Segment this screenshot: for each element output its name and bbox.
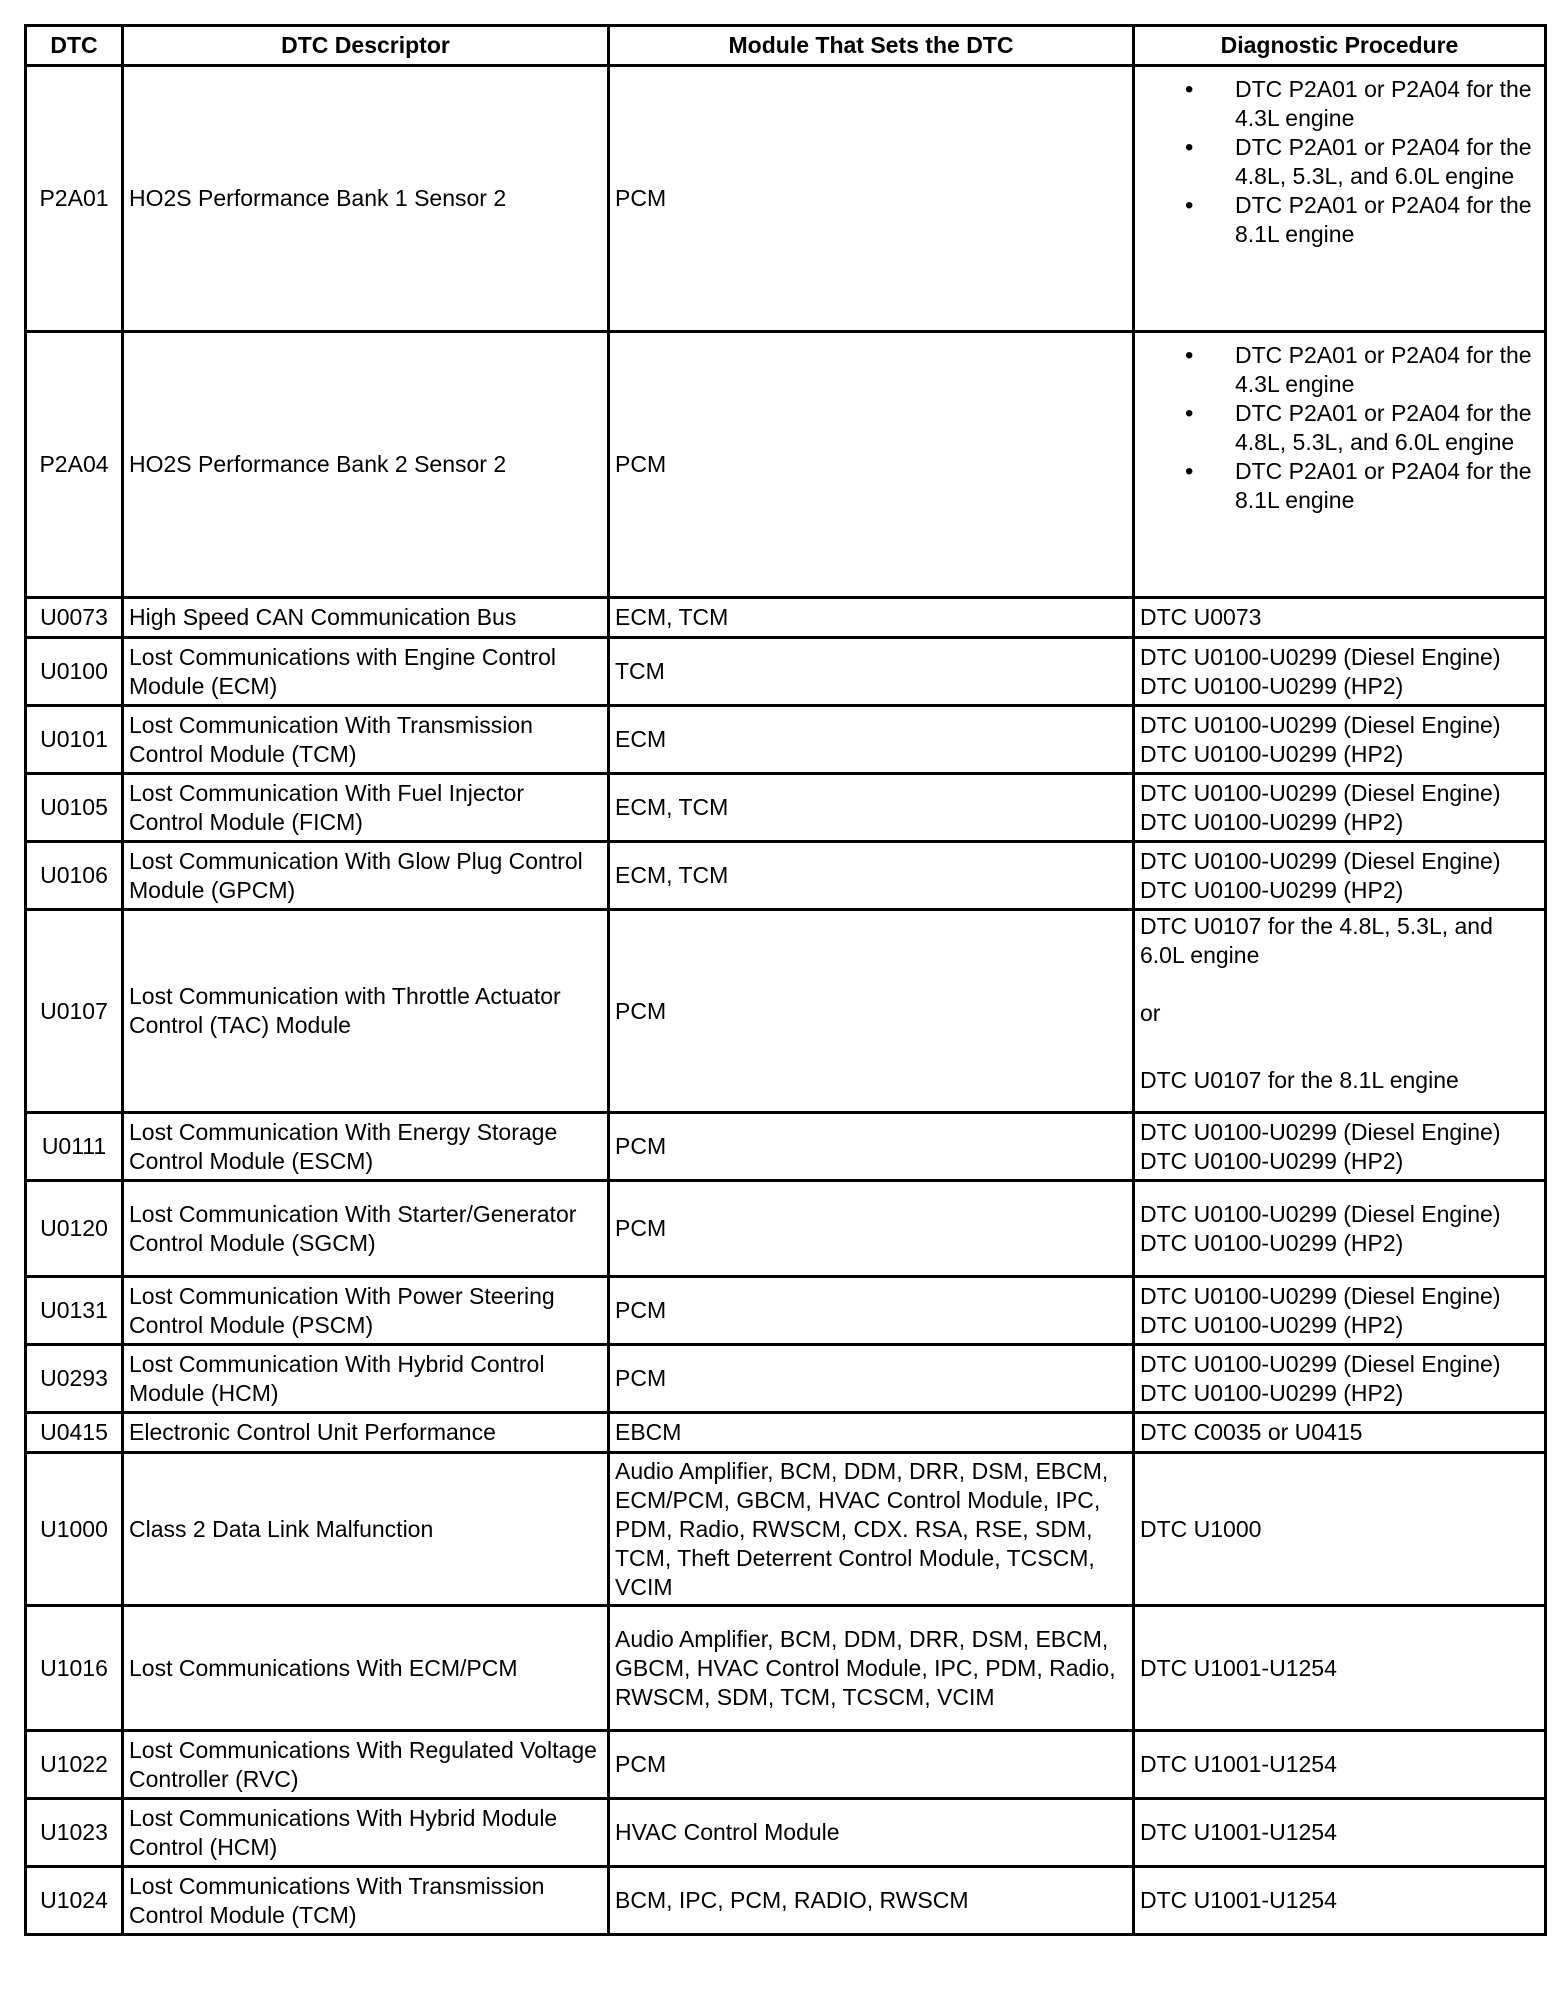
dtc-code: U0120 bbox=[26, 1181, 123, 1277]
procedure-link[interactable]: DTC U0100-U0299 (HP2) bbox=[1140, 1311, 1404, 1338]
diagnostic-procedure bbox=[1134, 1606, 1546, 1731]
procedure-link[interactable]: DTC U0100-U0299 (Diesel Engine) bbox=[1140, 711, 1501, 738]
dtc-descriptor: High Speed CAN Communication Bus bbox=[123, 598, 609, 638]
dtc-descriptor: Lost Communication with Throttle Actuator Control (TAC) Module bbox=[123, 910, 609, 1113]
procedure-link[interactable]: DTC U0100-U0299 (HP2) bbox=[1140, 672, 1404, 699]
dtc-descriptor: Lost Communication With Starter/Generator Control Module (SGCM) bbox=[123, 1181, 609, 1277]
procedure-link[interactable]: DTC U0100-U0299 (Diesel Engine) bbox=[1140, 1118, 1501, 1145]
procedure-link[interactable]: DTC U0107 for the 8.1L engine bbox=[1140, 1067, 1459, 1093]
procedure-link[interactable]: DTC U1001-U1254 bbox=[1140, 1887, 1337, 1913]
dtc-code: U0415 bbox=[26, 1413, 123, 1453]
dtc-descriptor: Lost Communications With Regulated Voltage Controller (RVC) bbox=[123, 1731, 609, 1799]
dtc-descriptor: Class 2 Data Link Malfunction bbox=[123, 1453, 609, 1606]
dtc-code: U0105 bbox=[26, 774, 123, 842]
procedure-link[interactable]: DTC U0100-U0299 (Diesel Engine) bbox=[1140, 1200, 1501, 1227]
dtc-module: HVAC Control Module bbox=[609, 1799, 1134, 1867]
dtc-descriptor: Lost Communication With Hybrid Control Module (HCM) bbox=[123, 1345, 609, 1413]
dtc-module: ECM, TCM bbox=[609, 774, 1134, 842]
diagnostic-procedure bbox=[1134, 1867, 1546, 1935]
table-row bbox=[26, 706, 1546, 774]
diagnostic-procedure bbox=[1134, 1731, 1546, 1799]
procedure-link[interactable]: • DTC P2A01 or P2A04 for the 4.8L, 5.3L, and 6.0L engine bbox=[1235, 399, 1539, 457]
dtc-code: U1024 bbox=[26, 1867, 123, 1935]
procedure-link[interactable]: DTC U0107 for the 4.8L, 5.3L, and 6.0L engine bbox=[1140, 913, 1493, 968]
dtc-descriptor: Lost Communications With Transmission Control Module (TCM) bbox=[123, 1867, 609, 1935]
dtc-code: U0111 bbox=[26, 1113, 123, 1181]
dtc-descriptor: Lost Communications With ECM/PCM bbox=[123, 1606, 609, 1731]
dtc-code: U1000 bbox=[26, 1453, 123, 1606]
dtc-module: EBCM bbox=[609, 1413, 1134, 1453]
procedure-link[interactable]: DTC U0100-U0299 (Diesel Engine) bbox=[1140, 1350, 1501, 1377]
procedure-link[interactable]: DTC U0100-U0299 (Diesel Engine) bbox=[1140, 643, 1501, 670]
dtc-code: P2A04 bbox=[26, 332, 123, 598]
table-row bbox=[26, 1867, 1546, 1935]
procedure-link[interactable]: • DTC P2A01 or P2A04 for the 8.1L engine bbox=[1235, 457, 1539, 515]
procedure-link[interactable]: • DTC P2A01 or P2A04 for the 8.1L engine bbox=[1235, 191, 1539, 249]
table-row bbox=[26, 774, 1546, 842]
table-row bbox=[26, 1799, 1546, 1867]
table-row bbox=[26, 598, 1546, 638]
dtc-descriptor: Lost Communication With Energy Storage Control Module (ESCM) bbox=[123, 1113, 609, 1181]
table-row bbox=[26, 910, 1546, 1113]
diagnostic-procedure bbox=[1134, 910, 1546, 1113]
table-row bbox=[26, 1453, 1546, 1606]
diagnostic-procedure bbox=[1134, 1413, 1546, 1453]
dtc-descriptor: Lost Communication With Power Steering Control Module (PSCM) bbox=[123, 1277, 609, 1345]
table-row bbox=[26, 1345, 1546, 1413]
diagnostic-procedure bbox=[1134, 1113, 1546, 1181]
procedure-link[interactable]: • DTC P2A01 or P2A04 for the 4.3L engine bbox=[1235, 341, 1539, 399]
diagnostic-procedure bbox=[1134, 1277, 1546, 1345]
procedure-link[interactable]: • DTC P2A01 or P2A04 for the 4.3L engine bbox=[1235, 75, 1539, 133]
table-row bbox=[26, 1277, 1546, 1345]
dtc-module: PCM bbox=[609, 1113, 1134, 1181]
header-descriptor: DTC Descriptor bbox=[123, 26, 609, 66]
procedure-link[interactable]: DTC U0100-U0299 (HP2) bbox=[1140, 1229, 1404, 1256]
procedure-link[interactable]: DTC U0100-U0299 (Diesel Engine) bbox=[1140, 779, 1501, 806]
header-row bbox=[26, 26, 1546, 66]
dtc-module: PCM bbox=[609, 66, 1134, 332]
procedure-link[interactable]: DTC U1001-U1254 bbox=[1140, 1819, 1337, 1845]
procedure-connector: or bbox=[1140, 1000, 1161, 1026]
dtc-module: ECM, TCM bbox=[609, 842, 1134, 910]
procedure-link[interactable]: DTC U1000 bbox=[1140, 1515, 1262, 1542]
procedure-link[interactable]: DTC U0073 bbox=[1140, 604, 1262, 630]
procedure-link[interactable]: DTC U0100-U0299 (Diesel Engine) bbox=[1140, 1282, 1501, 1309]
dtc-module: ECM, TCM bbox=[609, 598, 1134, 638]
dtc-code: U0293 bbox=[26, 1345, 123, 1413]
procedure-link[interactable]: DTC U0100-U0299 (HP2) bbox=[1140, 808, 1404, 835]
dtc-code: P2A01 bbox=[26, 66, 123, 332]
dtc-code: U1016 bbox=[26, 1606, 123, 1731]
dtc-descriptor: Electronic Control Unit Performance bbox=[123, 1413, 609, 1453]
dtc-module: PCM bbox=[609, 1181, 1134, 1277]
dtc-module: ECM bbox=[609, 706, 1134, 774]
diagnostic-procedure bbox=[1134, 638, 1546, 706]
table-row bbox=[26, 66, 1546, 332]
dtc-module: PCM bbox=[609, 1731, 1134, 1799]
procedure-link[interactable]: DTC U0100-U0299 (Diesel Engine) bbox=[1140, 847, 1501, 874]
table-row bbox=[26, 1731, 1546, 1799]
procedure-link[interactable]: DTC U0100-U0299 (HP2) bbox=[1140, 1379, 1404, 1406]
dtc-descriptor: Lost Communications With Hybrid Module Control (HCM) bbox=[123, 1799, 609, 1867]
dtc-descriptor: Lost Communication With Glow Plug Control Module (GPCM) bbox=[123, 842, 609, 910]
procedure-link[interactable]: DTC C0035 or U0415 bbox=[1140, 1419, 1363, 1445]
dtc-code: U0100 bbox=[26, 638, 123, 706]
dtc-code: U1023 bbox=[26, 1799, 123, 1867]
diagnostic-procedure bbox=[1134, 598, 1546, 638]
diagnostic-procedure bbox=[1134, 842, 1546, 910]
table-row bbox=[26, 1413, 1546, 1453]
diagnostic-procedure bbox=[1134, 706, 1546, 774]
dtc-table bbox=[24, 24, 1547, 1936]
table-row bbox=[26, 638, 1546, 706]
dtc-code: U0131 bbox=[26, 1277, 123, 1345]
dtc-table-page bbox=[24, 24, 1544, 1936]
dtc-descriptor: HO2S Performance Bank 2 Sensor 2 bbox=[123, 332, 609, 598]
dtc-module: TCM bbox=[609, 638, 1134, 706]
dtc-descriptor: Lost Communication With Fuel Injector Control Module (FICM) bbox=[123, 774, 609, 842]
table-row bbox=[26, 1606, 1546, 1731]
header-procedure: Diagnostic Procedure bbox=[1134, 26, 1546, 66]
dtc-module: Audio Amplifier, BCM, DDM, DRR, DSM, EBCM, GBCM, HVAC Control Module, IPC, PDM, Radio, RWSCM, SDM, TCM, TCSCM, VCIM bbox=[609, 1606, 1134, 1731]
header-dtc: DTC bbox=[26, 26, 123, 66]
procedure-link[interactable]: DTC U1001-U1254 bbox=[1140, 1751, 1337, 1777]
dtc-code: U1022 bbox=[26, 1731, 123, 1799]
table-row bbox=[26, 1181, 1546, 1277]
header-module: Module That Sets the DTC bbox=[609, 26, 1134, 66]
dtc-module: BCM, IPC, PCM, RADIO, RWSCM bbox=[609, 1867, 1134, 1935]
table-row bbox=[26, 1113, 1546, 1181]
dtc-module: PCM bbox=[609, 910, 1134, 1113]
dtc-module: PCM bbox=[609, 332, 1134, 598]
procedure-link[interactable]: DTC U0100-U0299 (HP2) bbox=[1140, 740, 1404, 767]
diagnostic-procedure bbox=[1134, 1345, 1546, 1413]
procedure-link[interactable]: DTC U0100-U0299 (HP2) bbox=[1140, 1147, 1404, 1174]
diagnostic-procedure bbox=[1134, 1181, 1546, 1277]
diagnostic-procedure bbox=[1134, 332, 1546, 598]
dtc-code: U0107 bbox=[26, 910, 123, 1113]
procedure-link[interactable]: • DTC P2A01 or P2A04 for the 4.8L, 5.3L, and 6.0L engine bbox=[1235, 133, 1539, 191]
dtc-descriptor: Lost Communications with Engine Control Module (ECM) bbox=[123, 638, 609, 706]
table-row bbox=[26, 842, 1546, 910]
dtc-code: U0073 bbox=[26, 598, 123, 638]
dtc-code: U0106 bbox=[26, 842, 123, 910]
dtc-code: U0101 bbox=[26, 706, 123, 774]
diagnostic-procedure bbox=[1134, 1453, 1546, 1606]
dtc-descriptor: HO2S Performance Bank 1 Sensor 2 bbox=[123, 66, 609, 332]
dtc-descriptor: Lost Communication With Transmission Control Module (TCM) bbox=[123, 706, 609, 774]
procedure-link[interactable]: DTC U1001-U1254 bbox=[1140, 1654, 1337, 1681]
diagnostic-procedure bbox=[1134, 66, 1546, 332]
dtc-module: PCM bbox=[609, 1345, 1134, 1413]
procedure-link[interactable]: DTC U0100-U0299 (HP2) bbox=[1140, 876, 1404, 903]
diagnostic-procedure bbox=[1134, 1799, 1546, 1867]
diagnostic-procedure bbox=[1134, 774, 1546, 842]
dtc-module: Audio Amplifier, BCM, DDM, DRR, DSM, EBCM, ECM/PCM, GBCM, HVAC Control Module, IPC, PDM, Radio, RWSCM, CDX. RSA, RSE, SDM, TCM, Theft Deterrent Control Module, TCSCM, VCIM bbox=[609, 1453, 1134, 1606]
dtc-module: PCM bbox=[609, 1277, 1134, 1345]
table-row bbox=[26, 332, 1546, 598]
